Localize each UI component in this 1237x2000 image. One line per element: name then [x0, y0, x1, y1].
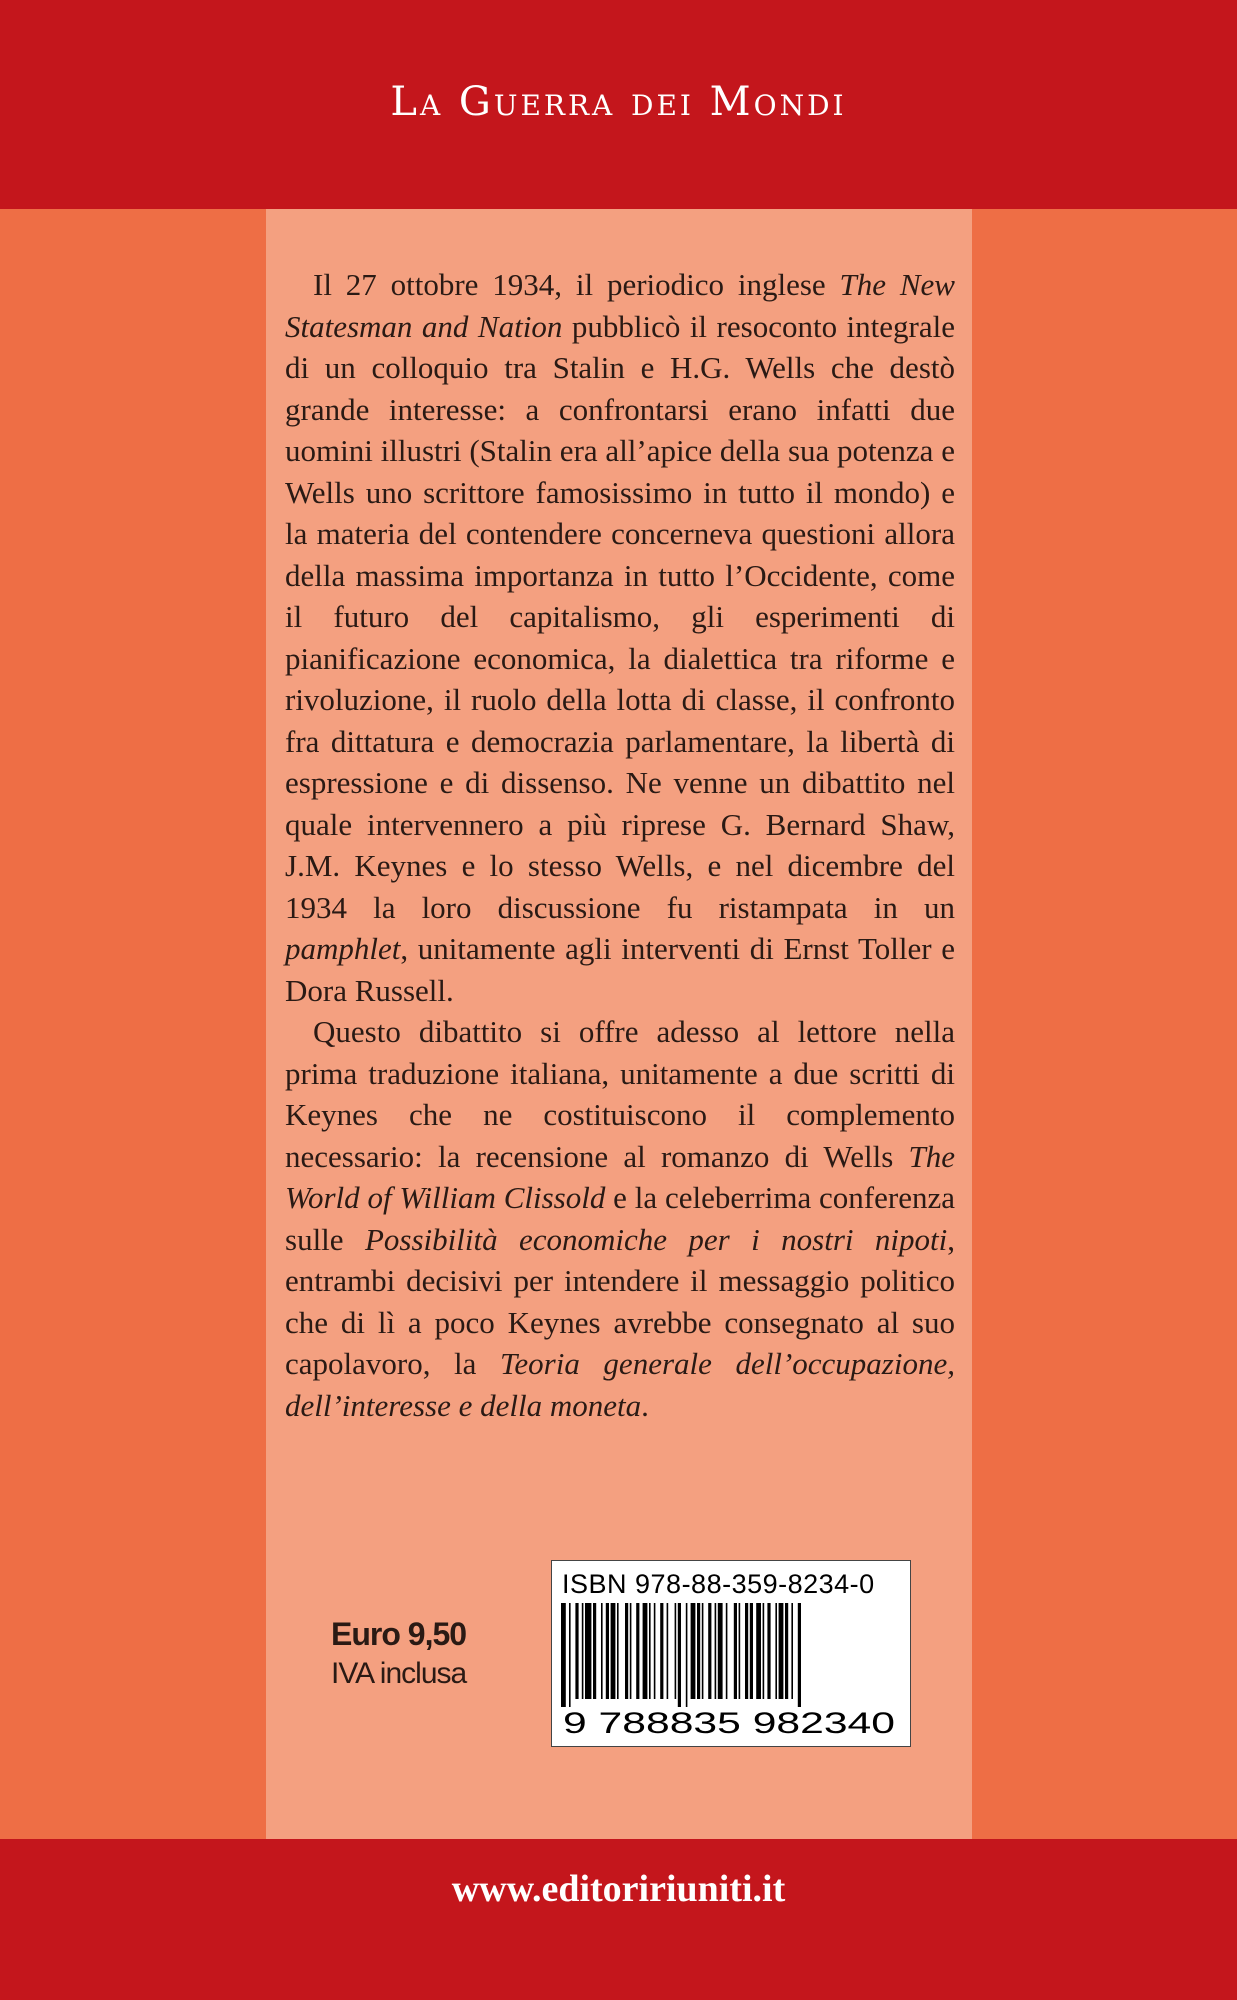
price-block: [331, 1614, 466, 1694]
barcode-bar: [606, 1603, 609, 1699]
barcode-bar: [686, 1603, 688, 1707]
barcode-bar: [585, 1603, 591, 1699]
barcode-bar: [697, 1603, 700, 1699]
barcode-bar: [756, 1603, 761, 1699]
barcode-bar: [654, 1603, 656, 1699]
barcode-bar: [611, 1603, 616, 1699]
barcode-bar: [779, 1603, 784, 1699]
text-run: , unitamente agli interventi di Ernst Toller e Dora Russell.: [285, 931, 955, 1008]
barcode-bar: [763, 1603, 765, 1699]
price-amount: Euro 9,50: [331, 1616, 467, 1652]
barcode-bar: [575, 1603, 578, 1699]
barcode-bar: [625, 1603, 628, 1699]
back-cover-blurb: [285, 264, 955, 1426]
barcode-bar: [708, 1603, 711, 1699]
barcode-bar: [678, 1603, 681, 1707]
barcode-bar: [775, 1603, 777, 1699]
text-run: e la celeberrima conferenza sulle: [285, 1180, 955, 1257]
series-title: La Guerra dei Mondi: [390, 79, 847, 125]
text-run: pubblicò il resoconto integrale di un colloquio tra Stalin e H.G. Wells che destò grande interesse: a confrontarsi erano infatti due uomini illustri (Stalin era all’apice della sua potenza e Wells uno scrittore famosissimo in tutto il mondo) e la materia del contendere concerneva questioni allora della massima importanza in tutto l’Occidente, come il futuro del capitalismo, gli esperimenti di pianificazione economica, la dialettica tra riforme e rivoluzione, il ruolo della lotta di classe, il confronto fra dittatura e democrazia parlamentare, la libertà di espressione e di dissenso. Ne venne un dibattito nel quale intervennero a più riprese G. Bernard Shaw, J.M. Keynes e lo stesso Wells, e nel dicembre del 1934 la loro discussione fu ristampata in un: [285, 308, 956, 925]
barcode-bar: [675, 1603, 677, 1699]
bottom-band: [0, 1839, 1237, 2000]
barcode-digits: 9 788835 982340: [563, 1707, 895, 1739]
barcode-bar: [561, 1603, 566, 1707]
barcode-bar: [739, 1603, 741, 1699]
barcode-bar: [601, 1603, 603, 1699]
blurb-paragraph-1: [285, 264, 955, 1011]
barcode-bar: [660, 1603, 663, 1699]
italic-title-run: pamphlet: [285, 931, 401, 966]
text-run: .: [641, 1387, 649, 1423]
barcode-image: [557, 1599, 905, 1739]
barcode-bar: [649, 1603, 651, 1699]
publisher-website: www.editoririuniti.it: [451, 1868, 786, 1910]
blurb-paragraph-2: [285, 1011, 955, 1426]
barcode-bar: [630, 1603, 632, 1699]
barcode-bar: [715, 1603, 717, 1699]
isbn-barcode: [551, 1560, 911, 1747]
text-run: Questo dibattito si offre adesso al lettore nella prima traduzione italiana, unitamente a due scritti di Keynes che ne costituiscono il complemento necessario: la recensione al romanzo di Wells: [285, 1014, 955, 1174]
italic-title-run: The New Statesman and Nation: [285, 267, 955, 344]
barcode-bar: [643, 1603, 648, 1699]
italic-title-run: The World of William Clissold: [285, 1138, 955, 1215]
text-run: , entrambi decisivi per intendere il messaggio politico che di lì a poco Keynes avrebbe consegnato al suo capolavoro, la: [285, 1221, 955, 1381]
barcode-bar: [702, 1603, 704, 1699]
barcode-bar: [745, 1603, 748, 1699]
barcode-bar: [750, 1603, 753, 1699]
barcode-bar: [582, 1603, 584, 1699]
italic-title-run: Possibilità economiche per i nostri nipoti: [364, 1221, 948, 1257]
barcode-bar: [617, 1603, 619, 1699]
barcode-bar: [718, 1603, 723, 1699]
barcode-bar: [593, 1603, 596, 1699]
barcode-bar: [726, 1603, 728, 1699]
barcode-bar: [798, 1603, 801, 1707]
text-run: Il 27 ottobre 1934, il periodico inglese: [313, 267, 840, 302]
barcode-bar: [691, 1603, 696, 1699]
barcode-bar: [767, 1603, 770, 1699]
barcode-bar: [734, 1603, 737, 1699]
barcode-bar: [636, 1603, 639, 1699]
barcode-bar: [667, 1603, 669, 1699]
barcode-bar: [791, 1603, 793, 1699]
barcode-bar: [785, 1603, 788, 1699]
barcode-bar: [569, 1603, 571, 1707]
isbn-label: ISBN 978-88-359-8234-0: [562, 1569, 875, 1599]
italic-title-run: Teoria generale dell’occupazione, dell’interesse e della moneta: [285, 1346, 955, 1423]
price-vat-note: IVA inclusa: [331, 1657, 467, 1690]
